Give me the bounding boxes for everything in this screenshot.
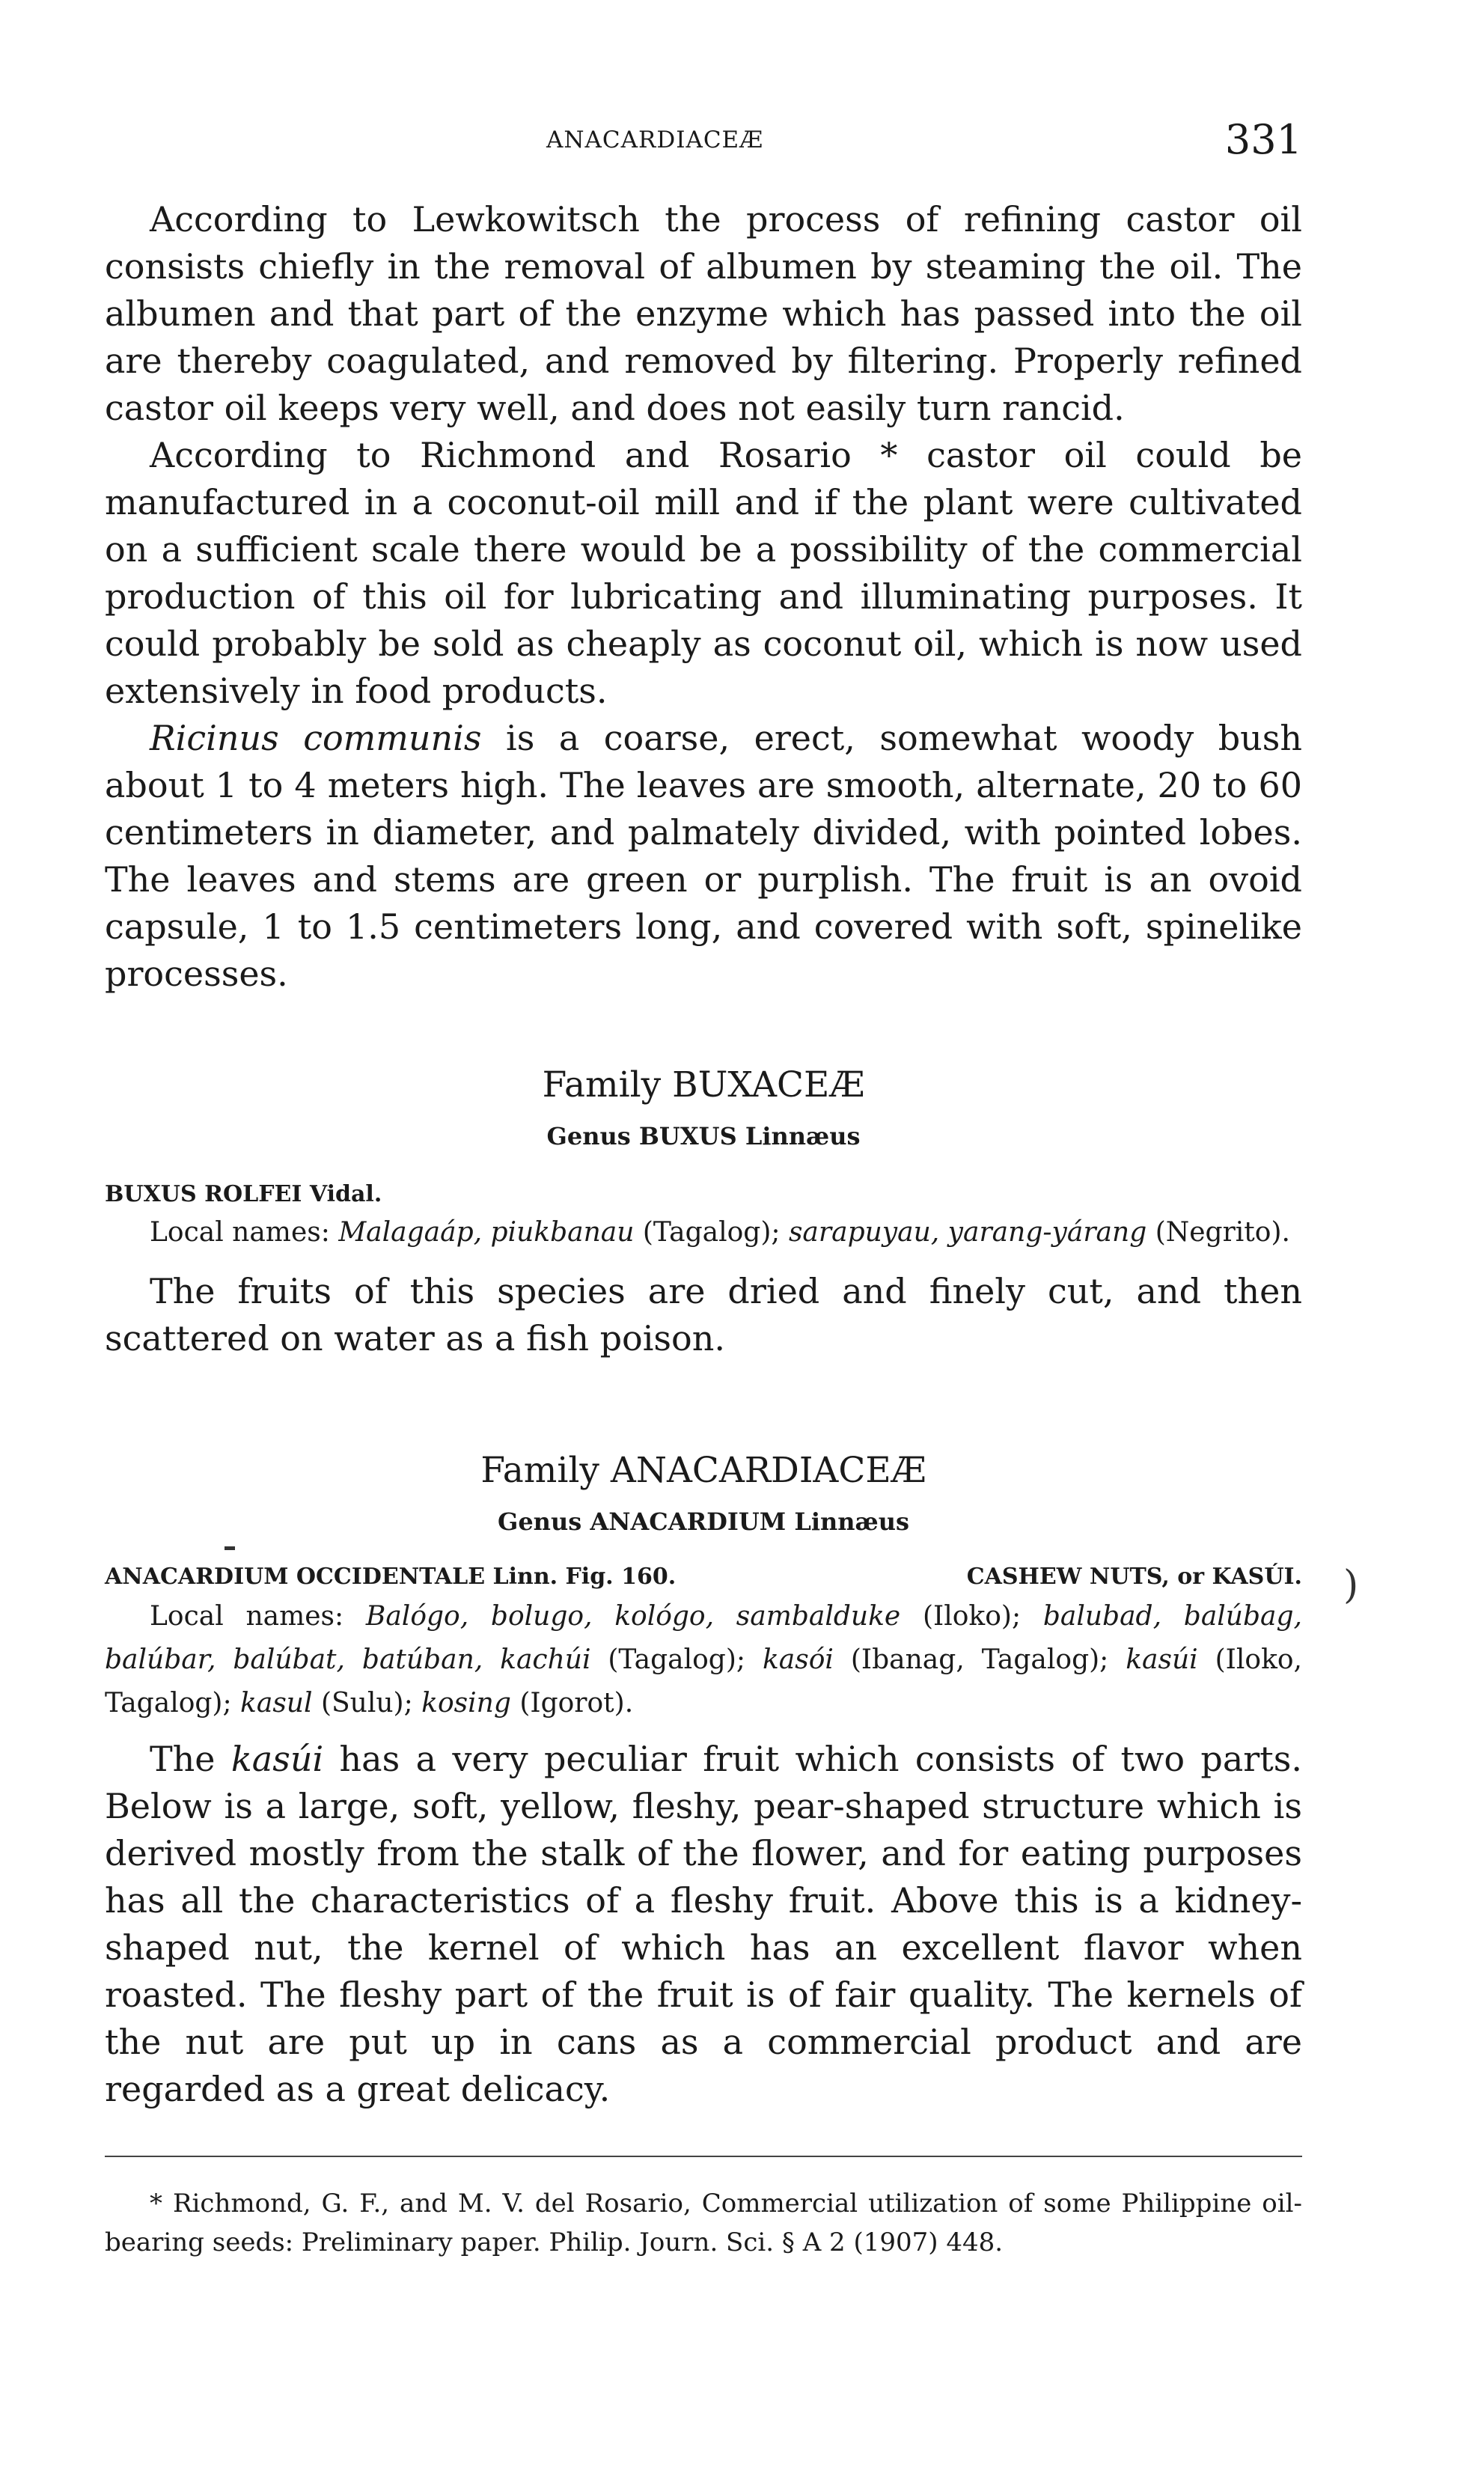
local-name: balubad, balúbag, balúbar, balúbat, batúban, kachúi xyxy=(105,1601,1302,1675)
margin-dash-mark xyxy=(225,1546,235,1550)
castor-oil-section xyxy=(105,196,1302,998)
local-names-label: Local names: xyxy=(150,1601,366,1632)
language-note: (Ibanag, Tagalog); xyxy=(833,1644,1126,1675)
language-note: (Tagalog); xyxy=(634,1217,789,1248)
footnote-section xyxy=(105,2184,1302,2262)
paragraph-buxus-description: The fruits of this species are dried and finely cut, and then scattered on water as a fish poison. xyxy=(105,1271,1302,1358)
kasui-name: kasúi xyxy=(230,1739,324,1779)
local-name: Balógo, bolugo, kológo, sambalduke xyxy=(365,1601,901,1632)
paragraph-ricinus xyxy=(105,715,1302,998)
margin-bracket-mark: ) xyxy=(1343,1563,1359,1608)
language-note: (Igorot). xyxy=(510,1688,634,1719)
local-name: kosing xyxy=(421,1688,511,1719)
species-heading-buxus: BUXUS ROLFEI Vidal. xyxy=(105,1181,382,1207)
ricinus-description: is a coarse, erect, somewhat woody bush about 1 to 4 meters high. The leaves are smooth, alternate, 20 to 60 centimeters in diameter, and palmately divided, with pointed lobes. The leaves and stems are green or purplish. The fruit is an ovoid capsule, 1 to 1.5 centimeters long, and covered with soft, spinelike processes. xyxy=(105,718,1302,994)
language-note: (Iloko); xyxy=(900,1601,1043,1632)
buxaceae-section xyxy=(105,1063,1302,1362)
local-name: kasúi xyxy=(1126,1644,1198,1675)
species-name: ANACARDIUM OCCIDENTALE Linn. Fig. 160. xyxy=(105,1564,677,1590)
species-heading-anacardium xyxy=(105,1559,1302,1595)
ricinus-name: Ricinus communis xyxy=(150,718,482,758)
description-rest: has a very peculiar fruit which consists of two parts. Below is a large, soft, yellow, fleshy, pear-shaped structure which is derived mostly from the stalk of the flower, and for eating purposes has all the characteristics of a fleshy fruit. Above this is a kidney-shaped nut, the kernel of which has an excellent flavor when roasted. The fleshy part of the fruit is of fair quality. The kernels of the nut are put up in cans as a commercial product and are regarded as a great delicacy. xyxy=(105,1739,1302,2109)
language-note: (Iloko, Tagalog); xyxy=(105,1644,1303,1719)
anacardiaceae-section xyxy=(105,1448,1302,2113)
paragraph-refining: According to Lewkowitsch the process of refining castor oil consists chiefly in the removal of albumen by steaming the oil. The albumen and that part of the enzyme which has passed into the oil are thereby coagulated, and removed by filtering. Properly refined castor oil keeps very well, and does not easily turn rancid. xyxy=(105,199,1302,428)
language-note: (Sulu); xyxy=(312,1688,422,1719)
local-name: Malagaáp, piukbanau xyxy=(338,1217,635,1248)
local-name: kasul xyxy=(240,1688,313,1719)
local-names-label: Local names: xyxy=(150,1217,339,1248)
local-names-buxus xyxy=(105,1211,1302,1254)
running-head xyxy=(105,116,1302,168)
description-start: The xyxy=(150,1739,231,1779)
running-title: ANACARDIACEÆ xyxy=(546,126,764,153)
footnote-rule xyxy=(105,2156,1302,2157)
paragraph-manufacture: According to Richmond and Rosario * castor oil could be manufactured in a coconut-oil mill and if the plant were cultivated on a sufficient scale there would be a possibility of the commercial production of this oil for lubricating and illuminating purposes. It could probably be sold as cheaply as coconut oil, which is now used extensively in food products. xyxy=(105,435,1302,711)
family-heading-anacardiaceae: Family ANACARDIACEÆ xyxy=(480,1450,926,1491)
footnote-text: * Richmond, G. F., and M. V. del Rosario, Commercial utilization of some Philippine oil-bearing seeds: Preliminary paper. Philip. Journ. Sci. § A 2 (1907) 448. xyxy=(105,2189,1302,2257)
common-name: CASHEW NUTS, or KASÚI. xyxy=(966,1564,1302,1590)
local-name: sarapuyau, yarang-yárang xyxy=(788,1217,1147,1248)
paragraph-kasui-description xyxy=(105,1736,1302,2113)
genus-heading-buxus: Genus BUXUS Linnæus xyxy=(546,1122,861,1150)
family-heading-buxaceae: Family BUXACEÆ xyxy=(542,1064,865,1106)
language-note: (Tagalog); xyxy=(590,1644,763,1675)
page-number: 331 xyxy=(1224,116,1302,163)
language-note: (Negrito). xyxy=(1146,1217,1290,1248)
local-name: kasói xyxy=(762,1644,834,1675)
local-names-anacardium xyxy=(105,1595,1302,1725)
genus-heading-anacardium: Genus ANACARDIUM Linnæus xyxy=(497,1507,910,1536)
